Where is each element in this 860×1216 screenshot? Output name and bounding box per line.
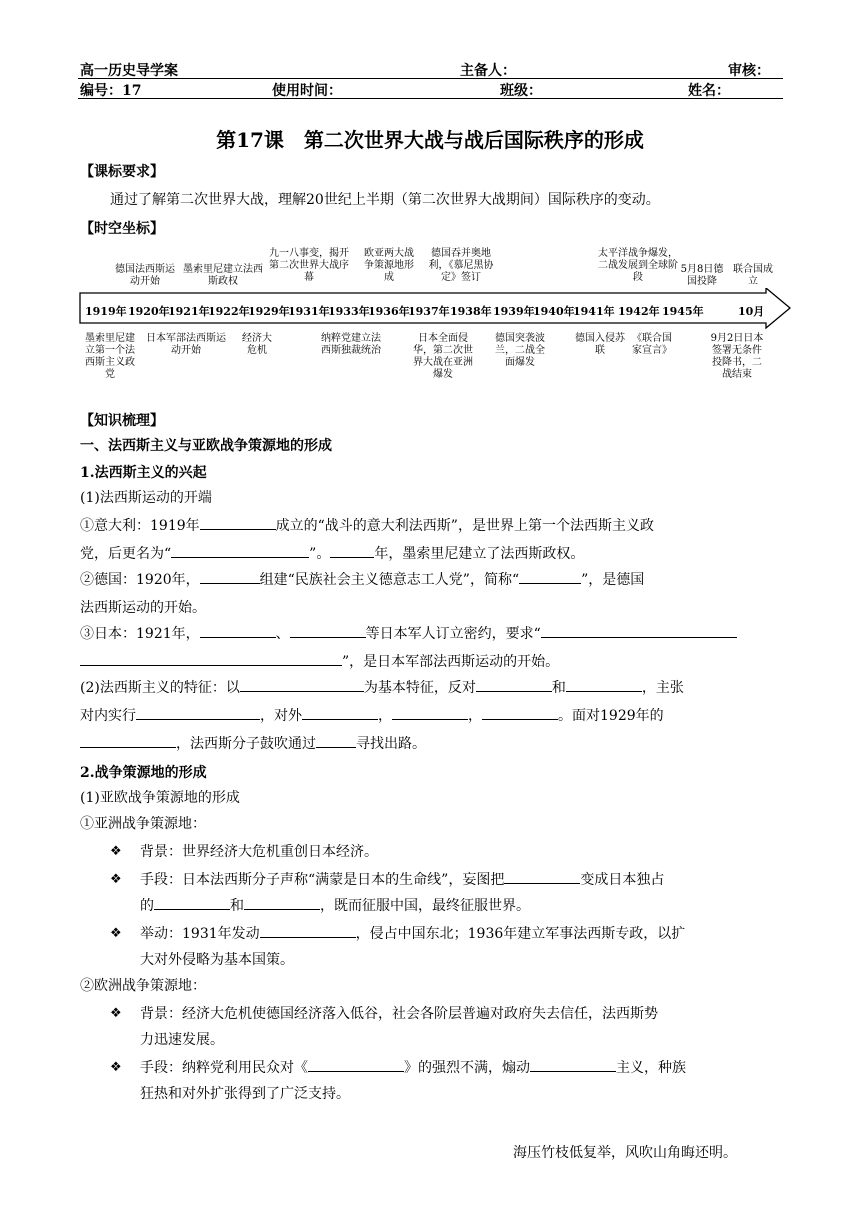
timeline-event-below: 经济大危机 (242, 333, 272, 356)
name-label: 姓名： (688, 83, 730, 99)
blank[interactable] (200, 514, 276, 530)
asia-background: 背景：世界经济大危机重创日本经济。 (140, 844, 378, 860)
blank[interactable] (200, 622, 276, 638)
blank[interactable] (240, 676, 364, 692)
timeline-year: 1936年 (368, 305, 410, 318)
timeline-event-below: 德国入侵苏联 (575, 333, 625, 356)
timeline-year: 1941年 (573, 305, 615, 318)
europe-means-line2: 狂热和对外扩张得到了广泛支持。 (140, 1086, 350, 1102)
knowledge-heading: 【知识梳理】 (80, 413, 164, 429)
blank[interactable] (541, 622, 737, 638)
timeline-year: 1922年 (208, 305, 250, 318)
sub1-heading: 1.法西斯主义的兴起 (80, 465, 207, 481)
germany-line2: 法西斯运动的开始。 (80, 600, 206, 616)
blank[interactable] (154, 894, 230, 910)
italy-line2: 党，后更名为“ ”。 年，墨索里尼建立了法西斯政权。 (80, 542, 584, 566)
standard-heading: 【课标要求】 (80, 164, 164, 180)
item1: (1)法西斯运动的开端 (80, 490, 212, 506)
timeline-heading: 【时空坐标】 (80, 221, 164, 237)
europe-background-line1: 背景：经济大危机使德国经济落入低谷，社会各阶层普遍对政府失去信任，法西斯势 (140, 1006, 658, 1022)
blank[interactable] (80, 650, 342, 666)
blank[interactable] (260, 922, 356, 938)
part1-heading: 一、法西斯主义与亚欧战争策源地的形成 (80, 438, 332, 454)
blank[interactable] (308, 1056, 404, 1072)
asia-action-line1: 举动：1931年发动 ，侵占中国东北；1936年建立军事法西斯专政，以扩 (140, 922, 685, 946)
bullet-icon: ❖ (110, 1006, 122, 1021)
timeline-year: 1938年 (450, 305, 492, 318)
header-rule-2 (78, 98, 783, 99)
blank[interactable] (482, 704, 558, 720)
features-line2: 对内实行 ，对外 ， ， 。面对1929年的 (80, 704, 664, 728)
timeline-year: 1933年 (328, 305, 370, 318)
doc-number: 编号：17 (80, 83, 142, 99)
europe-background-line2: 力迅速发展。 (140, 1032, 224, 1048)
features-line3: ，法西斯分子鼓吹通过 寻找出路。 (80, 732, 426, 756)
timeline-event-above: 九一八事变，揭开第二次世界大战序幕 (269, 248, 349, 283)
bullet-icon: ❖ (110, 926, 122, 941)
blank[interactable] (392, 704, 468, 720)
timeline-year: 1940年 (533, 305, 575, 318)
timeline-year: 1939年 (493, 305, 535, 318)
timeline-year: 1937年 (408, 305, 450, 318)
page-title: 第17课 第二次世界大战与战后国际秩序的形成 (216, 128, 644, 152)
asia-means-line2: 的 和 ，既而征服中国，最终征服世界。 (140, 894, 530, 918)
timeline-year: 1920年 (128, 305, 170, 318)
blank[interactable] (504, 868, 580, 884)
timeline-event-below: 9月2日日本签署无条件投降书，二战结束 (710, 333, 764, 380)
timeline-year: 10月 (738, 305, 765, 318)
timeline-event-above: 德国吞并奥地利，《慕尼黑协定》签订 (428, 248, 494, 283)
timeline-event-above: 联合国成立 (733, 264, 773, 287)
timeline-event-below: 墨索里尼建立第一个法西斯主义政党 (85, 333, 135, 380)
timeline-event-below: 《联合国家宣言》 (632, 333, 672, 356)
blank[interactable] (80, 732, 176, 748)
germany-line1: ②德国：1920年， 组建“民族社会主义德意志工人党”，简称“ ”，是德国 (80, 568, 644, 592)
asia-action-line2: 大对外侵略为基本国策。 (140, 952, 294, 968)
blank[interactable] (200, 568, 260, 584)
sub2-heading: 2.战争策源地的形成 (80, 765, 207, 781)
timeline-year: 1929年 (248, 305, 290, 318)
blank[interactable] (519, 568, 581, 584)
timeline-event-above: 5月8日德国投降 (680, 264, 724, 287)
timeline-year: 1919年 (85, 305, 127, 318)
europe-heading: ②欧洲战争策源地： (80, 978, 206, 994)
class-label: 班级： (500, 83, 542, 99)
timeline-event-above: 太平洋战争爆发，二战发展到全球阶段 (598, 248, 678, 283)
japan-line1: ③日本：1921年， 、 等日本军人订立密约，要求“ (80, 622, 737, 646)
standard-text: 通过了解第二次世界大战，理解20世纪上半期（第二次世界大战期间）国际秩序的变动。 (110, 192, 660, 208)
timeline-event-below: 德国突袭波兰，二战全面爆发 (495, 333, 545, 368)
blank[interactable] (136, 704, 260, 720)
footer-quote: 海压竹枝低复举，风吹山角晦还明。 (513, 1145, 737, 1161)
timeline-event-above: 欧亚两大战争策源地形成 (364, 248, 414, 283)
blank[interactable] (244, 894, 320, 910)
asia-heading: ①亚洲战争策源地： (80, 816, 206, 832)
timeline-year: 1931年 (288, 305, 330, 318)
japan-line2: ”，是日本军部法西斯运动的开始。 (80, 650, 559, 674)
asia-means-line1: 手段：日本法西斯分子声称“满蒙是日本的生命线”，妄图把 变成日本独占 (140, 868, 664, 892)
bullet-icon: ❖ (110, 1060, 122, 1075)
timeline-year: 1945年 (662, 305, 704, 318)
timeline-event-above: 德国法西斯运动开始 (115, 264, 175, 287)
timeline-event-above: 墨索里尼建立法西斯政权 (183, 264, 263, 287)
blank[interactable] (566, 676, 642, 692)
blank[interactable] (476, 676, 552, 692)
blank[interactable] (171, 542, 309, 558)
timeline-year: 1942年 (618, 305, 660, 318)
blank[interactable] (330, 542, 374, 558)
header-rule-1 (78, 78, 783, 79)
bullet-icon: ❖ (110, 844, 122, 859)
timeline-event-below: 日本全面侵华，第二次世界大战在亚洲爆发 (413, 333, 473, 380)
features-line1: (2)法西斯主义的特征：以 为基本特征，反对 和 ，主张 (80, 676, 684, 700)
blank[interactable] (290, 622, 366, 638)
bullet-icon: ❖ (110, 872, 122, 887)
review-label: 审核： (728, 63, 770, 79)
blank[interactable] (302, 704, 378, 720)
timeline-event-below: 日本军部法西斯运动开始 (146, 333, 226, 356)
italy-line1: ①意大利：1919年 成立的“战斗的意大利法西斯”，是世界上第一个法西斯主义政 (80, 514, 654, 538)
timeline-year: 1921年 (168, 305, 210, 318)
timeline-event-below: 纳粹党建立法西斯独裁统治 (321, 333, 381, 356)
item2: (1)亚欧战争策源地的形成 (80, 790, 240, 806)
use-time-label: 使用时间： (272, 83, 342, 99)
europe-means-line1: 手段：纳粹党利用民众对《 》的强烈不满，煽动 主义，种族 (140, 1056, 686, 1080)
author-label: 主备人： (460, 63, 516, 79)
blank[interactable] (316, 732, 356, 748)
course-label: 高一历史导学案 (80, 63, 178, 79)
blank[interactable] (530, 1056, 616, 1072)
